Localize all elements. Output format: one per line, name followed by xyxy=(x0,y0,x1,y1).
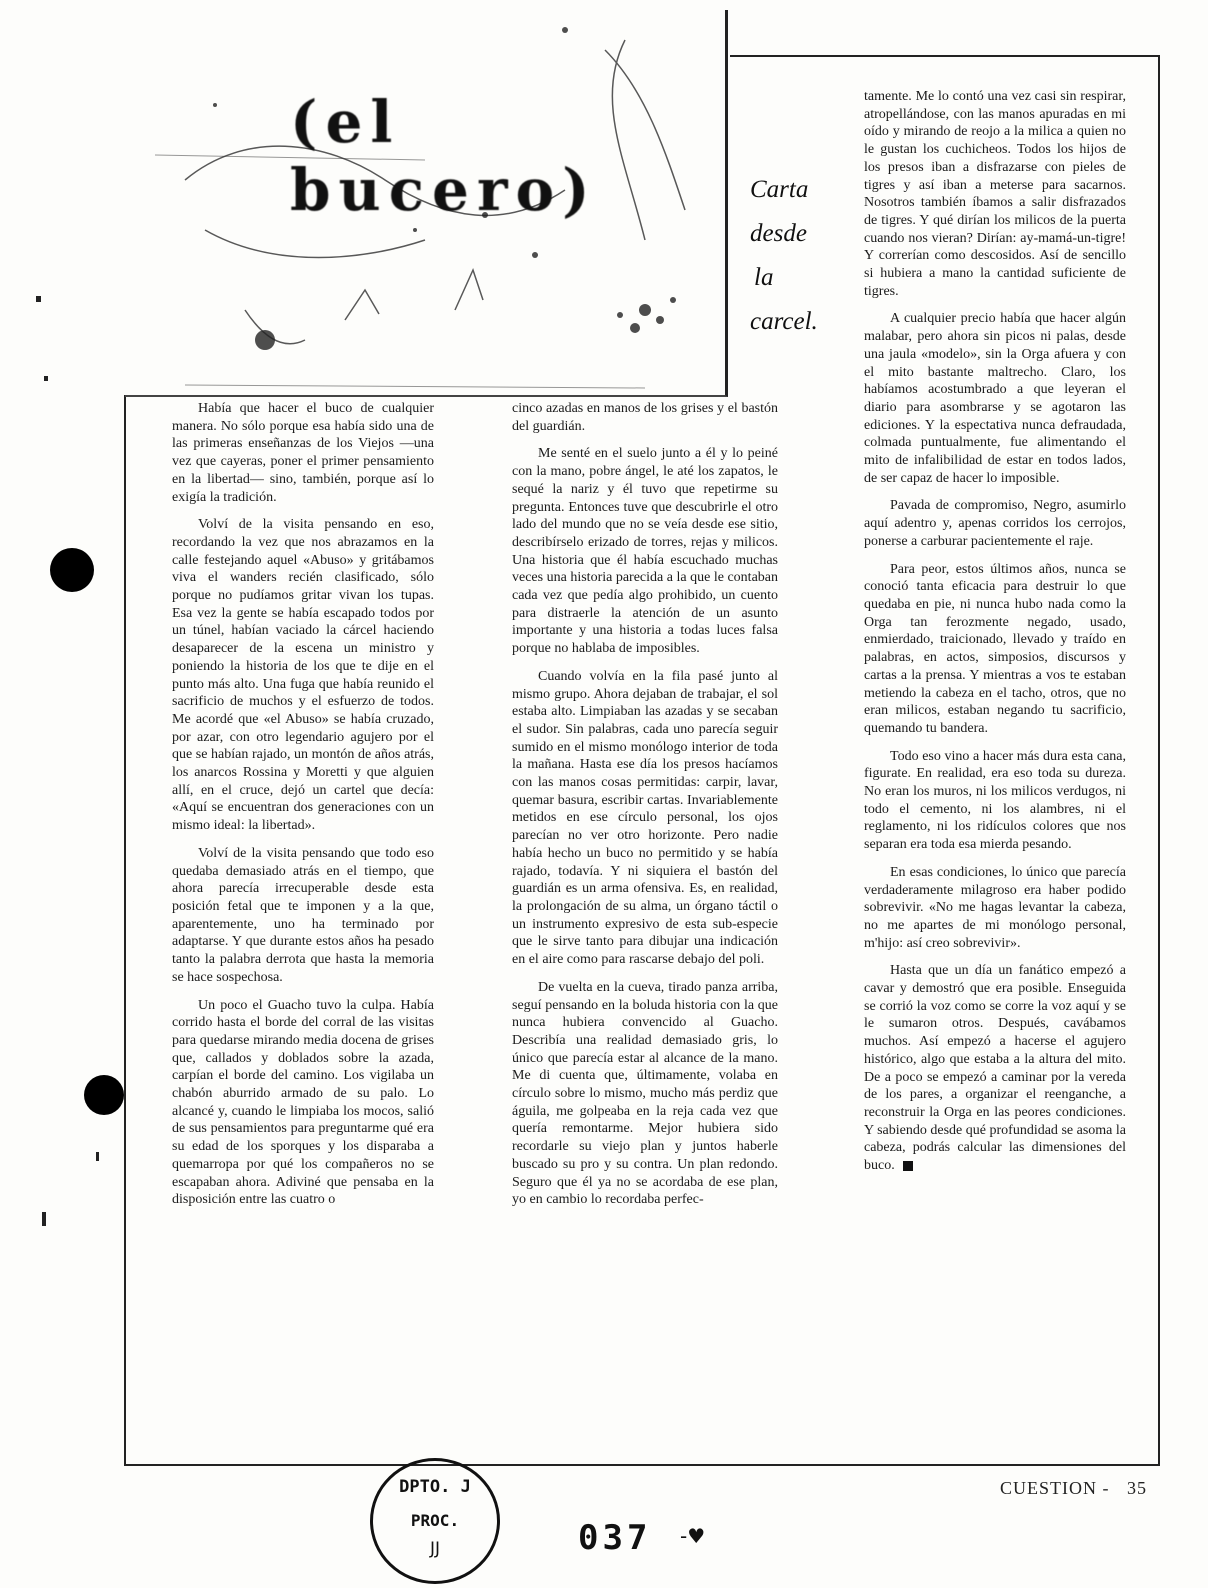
end-of-article-mark-icon xyxy=(903,1161,913,1171)
paragraph-text: Hasta que un día un fanático empezó a cavar y demostró que era posible. Enseguida se corrió la voz como se corre la voz aquí y se le sumaron otros. Después, cavábamos muchos. Así empezó a hacerse el agujero histórico, algo que estaba a la altura del mito. De a poco se empezó a caminar por la vereda de los pares, a organizar el reenganche, a reconstruir la Orga en las peores condiciones. Y sabiendo desde qué profundidad se asoma la cabeza, podrás calcular las dimensiones del buco. xyxy=(864,963,1126,1174)
archive-stamp xyxy=(370,1458,500,1584)
frame-left-rule xyxy=(124,395,126,1465)
stamp-line: PROC. xyxy=(410,1511,460,1530)
paragraph: Me senté en el suelo junto a él y lo peiné con la mano, pobre ángel, le até los zapatos, le sequé la nariz y él tuvo que repetirme su pregunta. Entonces tuve que descubrirle el otro lado del mundo que no se veía desde ese sitio, describírselo erizado de torres, rejas y milicos. Una historia que él había escuchado muchas veces una historia parecida a la que le contaban cada vez que pedía algo prohibido, un cuento para distraerle la atención de un asunto importante y una historia a todas luces falsa porque no hablaba de imposibles. xyxy=(512,446,778,657)
paragraph: Volví de la visita pensando que todo eso quedaba demasiado atrás en el tiempo, que ahora parecía irrecuperable desde esta posición fetal que te imponen y a la que, aparentemente, uno ha terminado por adaptarse. Y que durante estos años ha pesado tanto la palabra derrota que hasta la memoria se hace sospechosa. xyxy=(172,845,434,985)
paragraph: cinco azadas en manos de los grises y el bastón del guardián. xyxy=(512,401,778,434)
subtitle-line: la xyxy=(754,264,774,291)
final-paragraph xyxy=(864,962,1126,1174)
frame-right-rule xyxy=(1158,55,1160,1465)
frame-top-rule xyxy=(730,55,1160,57)
paragraph: Había que hacer el buco de cualquier manera. No sólo porque esa había sido una de las primeras enseñanzas de los Viejos —una vez que cayeras, poner el primer pensamiento en la libertad— sino, también, porque así lo exigía la tradición. xyxy=(172,401,434,505)
footer-separator: - xyxy=(1102,1478,1110,1498)
folio-number: 037 xyxy=(578,1518,652,1558)
text-column-1 xyxy=(172,400,434,1219)
paragraph: Para peor, estos últimos años, nunca se conoció tanta eficacia para destruir lo que quedaba en pie, ni nunca hubo nada como la Orga tan ferozmente negado, usado, enmierdado, traicionado, llevado y traído en palabras, en actos, simposios, discursos y cartas a la prensa. Y mientras a vos te estaban metiendo la cabeza en el tacho, otros, que no eran milicos, estaban negando tu sacrificio, quemando tu bandera. xyxy=(864,561,1126,736)
paragraph: Todo eso vino a hacer más dura esta cana, figurate. En realidad, era eso toda su dureza. No eran los muros, ni los milicos verdugos, ni todo el cemento, ni los alambres, ni el reglamento, ni los ridículos colores que nos separan era toda esa mierda pesando. xyxy=(864,748,1126,853)
stamp-line: JJ xyxy=(429,1539,441,1559)
speck xyxy=(36,296,41,302)
paragraph: De vuelta en la cueva, tirado panza arriba, seguí pensando en la boluda historia con la que nunca hubiera convencido al Guacho. Describía una realidad demasiado gris, lo único que parecía estar al alcance de la mano. Me di cuenta que, últimamente, volaba en círculo sobre lo mismo, mucho más perdiz que águila, me golpeaba en la reja cada vez que quería remontarme. Mejor hubiera sido recordarle su viejo plan y juntos haberle buscado su pro y su contra. Un plan redondo. Seguro que él ya no se acordaba de ese plan, yo en cambio lo recordaba perfec- xyxy=(512,979,778,1208)
page-number: 35 xyxy=(1127,1478,1147,1498)
text-column-2 xyxy=(512,400,778,1219)
magazine-section-logo: (el bucero) xyxy=(290,88,598,224)
magazine-footer xyxy=(1000,1478,1147,1499)
punch-hole xyxy=(50,548,94,592)
text-column-3 xyxy=(864,88,1126,1185)
article-subtitle xyxy=(750,168,845,344)
subtitle-line: desde xyxy=(750,220,807,247)
paragraph: Cuando volvía en la fila pasé junto al mismo grupo. Ahora dejaban de trabajar, el sol estaba alto. Limpiaban las azadas y se secaban el sudor. Sin palabras, cada uno parecía seguir sumido en el mismo monólogo interior de toda la mañana. Hasta ese día los presos hacíamos con las manos cosas permitidas: carpir, lavar, quemar basura, escribir cartas. Invariablemente metidos en ese círculo personal, los ojos parecían no ver otro horizonte. Pero nadie había hecho un buco no permitido y se había rajado, todavía. Y ni siquiera el bastón del guardián es un arma ofensiva. Es, en realidad, la prolongación de su alma, un órgano táctil o un instrumento expresivo de esta sub-especie que le sirve tanto para dibujar una indicación en el aire como para rascarse debajo del poli. xyxy=(512,668,778,968)
header-illustration xyxy=(125,10,728,397)
speck xyxy=(42,1212,46,1226)
paragraph: En esas condiciones, lo único que parecía verdaderamente milagroso era haber podido sobrevivir. «No me hagas levantar la cabeza, no me apartes de mi monólogo personal, m'hijo: así creo sobrevivir». xyxy=(864,864,1126,951)
subtitle-line: carcel. xyxy=(750,308,818,335)
stamp-line: DPTO. J xyxy=(399,1477,471,1497)
subtitle-line: Carta xyxy=(750,176,809,203)
paragraph: Volví de la visita pensando en eso, recordando la vez que nos abrazamos en la calle festejando aquel «Abuso» y gritábamos viva el wanders recién clasificado, sólo porque no pudíamos gritar vivan los tupas. Esa vez la gente se había escapado todos por un túnel, habían vaciado la cárcel haciendo desaparecer de la escena un ministro y poniendo la historia de los que te dije en el punto más alto. Una fuga que había reunido el sacrificio de muchos y el esfuerzo de todos. Me acordé que «el Abuso» se había cruzado, por azar, con otro legendario agujero por el que se habían rajado, un montón de años atrás, los anarcos Rossina y Moretti y que alguien allí, en el cruce, dejó un cartel que decía: «Aquí se encuentran dos generaciones con un mismo ideal: la libertad». xyxy=(172,517,434,834)
punch-hole xyxy=(84,1075,124,1115)
magazine-name: CUESTION xyxy=(1000,1478,1097,1498)
paragraph: Un poco el Guacho tuvo la culpa. Había corrido hasta el borde del corral de las visitas para quedarse mirando media docena de grises que, callados y doblados sobre la azada, carpían el borde del camino. Los vigilaba un chabón aburrido armado de su palo. Lo alcancé y, cuando le limpiaba los mocos, salió de sus pensamientos para preguntarme qué era su edad de los sporques y los disparaba a quemarropa por qué los compañeros no se escapaban ahora. Adiviné que pensaba en la disposición entre las cuatro o xyxy=(172,997,434,1208)
frame-bottom-rule xyxy=(124,1464,1160,1466)
paragraph: tamente. Me lo contó una vez casi sin respirar, atropellándose, con las manos apuradas en mi oído y mirando de reojo a la milica a quien no le gustan los cuchicheos. Todos los hijos de los presos iban a disfrazarse con pieles de tigres y así iban a meterse para sacarnos. Nosotros también íbamos a salir disfrazados de tigres. Y qué dirían los milicos de la puerta cuando nos vieran? Dirían: ay-mamá-un-tigre! Y correrían como descosidos. Así de sencillo si hubiera a mano la cantidad suficiente de tigres. xyxy=(864,89,1126,299)
speck xyxy=(96,1152,99,1161)
speck xyxy=(44,376,48,381)
folio-mark: -♥ xyxy=(680,1524,706,1548)
paragraph: A cualquier precio había que hacer algún malabar, pero ahora sin picos ni palas, desde una jaula «modelo», sin la Orga afuera y con el mito bastante maltrecho. Claro, los habíamos acostumbrado a que leyeran el diario para asombrarse y se agotaron las ediciones. Y la espectativa nunca defraudada, colmada puntualmente, fue alimentando el mito de infalibilidad de estar en todos lados, de ser capaz de hacer lo imposible. xyxy=(864,311,1126,486)
paragraph: Pavada de compromiso, Negro, asumirlo aquí adentro y, apenas corridos los cerrojos, ponerse a carburar pacientemente el raje. xyxy=(864,498,1126,549)
